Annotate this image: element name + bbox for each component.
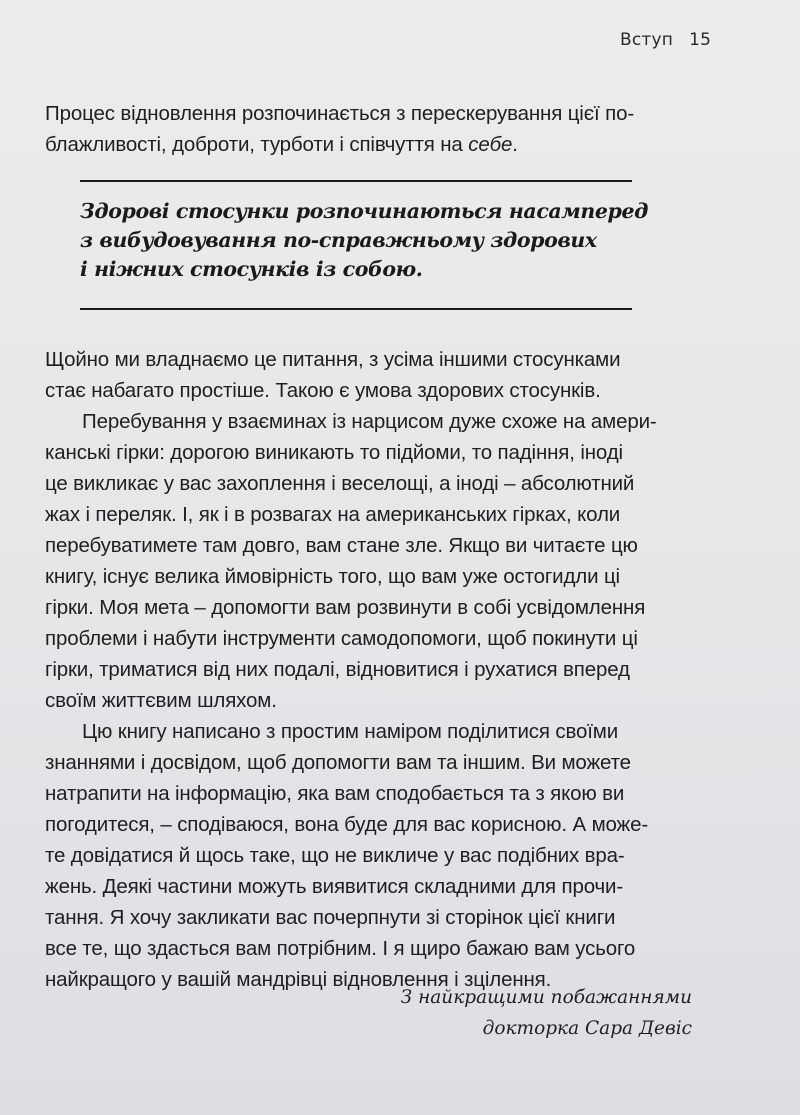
text-line: перебуватимете там довго, вам стане зле. Якщо ви читаєте цю — [45, 534, 638, 557]
text-fragment: блажливості, доброти, турботи і співчуття на — [45, 133, 469, 156]
page-number: 15 — [689, 30, 712, 50]
text-line: стає набагато простіше. Такою є умова здорових стосунків. — [45, 379, 601, 402]
text-line: те довідатися й щось таке, що не викличе у вас подібних вра- — [45, 844, 625, 867]
text-line: все те, що здасться вам потрібним. І я щиро бажаю вам усього — [45, 937, 636, 960]
text-line: тання. Я хочу закликати вас почерпнути зі сторінок цієї книги — [45, 906, 616, 929]
text-line: Цю книгу написано з простим наміром поділитися своїми — [82, 720, 619, 743]
pull-quote — [80, 197, 648, 284]
pull-quote-top-rule — [80, 180, 632, 182]
signature — [401, 982, 692, 1044]
text-line: натрапити на інформацію, яка вам сподобається та з якою ви — [45, 782, 625, 805]
signature-author: докторка Сара Девіс — [482, 1018, 692, 1039]
text-line: Перебування у взаєминах із нарцисом дуже схоже на амери- — [82, 410, 657, 433]
section-title: Вступ — [620, 30, 674, 50]
pull-quote-line: Здорові стосунки розпочинаються насамперед — [80, 199, 648, 223]
running-head — [620, 30, 711, 50]
emphasis-text: себе — [468, 133, 513, 156]
text-line: жень. Деякі частини можуть виявитися складними для прочи- — [45, 875, 624, 898]
text-line: книгу, існує велика ймовірність того, що вам уже остогидли ці — [45, 565, 620, 588]
text-line: це викликає у вас захоплення і веселощі, а іноді – абсолютний — [45, 472, 635, 495]
pull-quote-line: з вибудовування по-справжньому здорових — [80, 228, 597, 252]
paragraph-2 — [45, 406, 735, 716]
pull-quote-line: і ніжних стосунків із собою. — [80, 257, 423, 281]
body-text — [45, 344, 735, 995]
text-line: Процес відновлення розпочинається з перескерування цієї по- — [45, 102, 634, 125]
text-line: погодитеся, – сподіваюся, вона буде для вас корисною. А може- — [45, 813, 649, 836]
text-line: жах і переляк. І, як і в розвагах на американських гірках, коли — [45, 503, 621, 526]
text-line: гірки. Моя мета – допомогти вам розвинути в собі усвідомлення — [45, 596, 646, 619]
intro-paragraph — [45, 98, 735, 160]
text-line — [45, 129, 735, 160]
text-line: своїм життєвим шляхом. — [45, 689, 277, 712]
punctuation: . — [512, 133, 518, 156]
signature-closing: З найкращими побажаннями — [400, 987, 692, 1008]
text-line: найкращого у вашій мандрівці відновлення і зцілення. — [45, 968, 552, 991]
paragraph-1 — [45, 344, 735, 406]
text-line: Щойно ми владнаємо це питання, з усіма іншими стосунками — [45, 348, 621, 371]
paragraph-3 — [45, 716, 735, 995]
text-line: знаннями і досвідом, щоб допомогти вам та іншим. Ви можете — [45, 751, 631, 774]
text-line: проблеми і набути інструменти самодопомоги, щоб покинути ці — [45, 627, 638, 650]
pull-quote-bottom-rule — [80, 308, 632, 310]
text-line: канські гірки: дорогою виникають то підйоми, то падіння, іноді — [45, 441, 623, 464]
text-line: гірки, триматися від них подалі, відновитися і рухатися вперед — [45, 658, 630, 681]
